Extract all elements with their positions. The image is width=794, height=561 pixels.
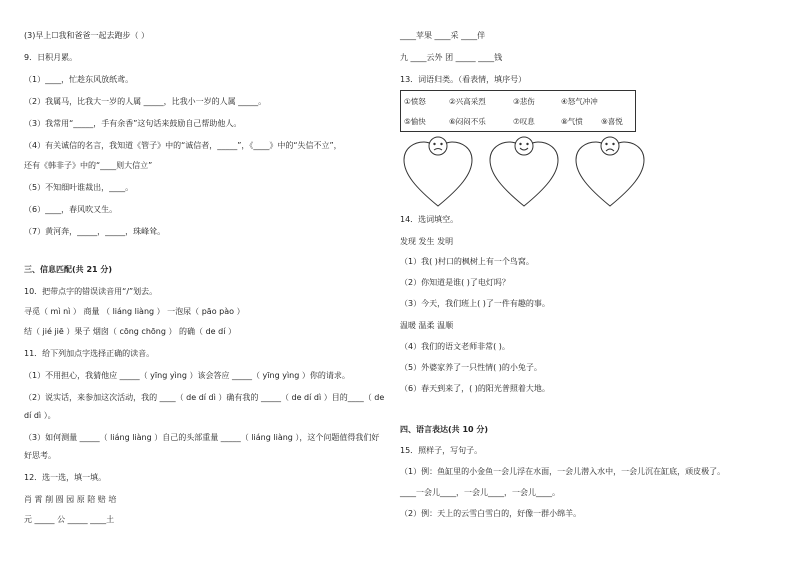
option-9: ⑨喜悦 <box>601 117 623 126</box>
q9-item-6: （6）____，春风吹又生。 <box>24 205 118 214</box>
q10-row-2: 结（ jié jiē ）果子 烟囱（ cōng chōng ） 的确（ de dí ） <box>24 327 236 336</box>
q15-heading: 15．照样子，写句子。 <box>400 446 483 455</box>
q11-item-3: （3）如何测量 _____（ liáng liàng ）自己的头部重量 _____（ liáng liàng ），这个问题值得我们好 <box>24 433 380 442</box>
q11-heading: 11．给下列加点字选择正确的读音。 <box>24 349 155 358</box>
q9-item-4-cont: 还有《韩非子》中的“____则大信立” <box>24 161 153 170</box>
option-7: ⑦叹息 <box>513 117 535 126</box>
q9-item-1: （1）____，忙趁东风放纸鸢。 <box>24 75 134 84</box>
q9-item-5: （5）不知细叶谁裁出，____。 <box>24 183 134 192</box>
q12-blanks-3: 九 ____云外 团 _____ ____钱 <box>400 53 503 62</box>
q14-item-4: （4）我们的语文老师非常( )。 <box>400 342 510 351</box>
heart-1 <box>404 137 472 206</box>
q11-item-2: （2）说实话，来参加这次活动，我的 ____（ de dí dì ）确有我的 _____（ de dí dì ）目的____（ de <box>24 393 385 402</box>
q13-options-box <box>400 90 636 132</box>
q14-word-group-1: 发现 发生 发明 <box>400 237 454 246</box>
option-3: ③悲伤 <box>513 97 535 106</box>
q14-item-6: （6）春天到来了，( )的阳光普照着大地。 <box>400 384 550 393</box>
q14-heading: 14．选词填空。 <box>400 215 459 224</box>
option-6: ⑥闷闷不乐 <box>449 117 486 126</box>
q14-item-3: （3）今天，我们班上( )了一件有趣的事。 <box>400 299 550 308</box>
q12-blanks-2: ____苹果 ____采 ____伴 <box>400 31 486 40</box>
q11-item-1: （1）不用担心，我猜他应 _____（ yīng yìng ）该会答应 _____（ yīng yìng ）你的请求。 <box>24 371 350 380</box>
option-2: ②兴高采烈 <box>449 97 486 106</box>
q8-item-3: (3)早上☐我和爸爸一起去跑步（ ） <box>24 31 150 40</box>
sad-face-icon <box>601 137 619 155</box>
option-4: ④怒气冲冲 <box>561 97 598 106</box>
q14-item-5: （5）外婆家养了一只性情( )的小兔子。 <box>400 363 542 372</box>
q9-heading: 9．日积月累。 <box>24 53 78 62</box>
option-8: ⑧气愤 <box>561 117 583 126</box>
q10-heading: 10．把带点字的错误读音用“/”划去。 <box>24 287 158 296</box>
q14-item-2: （2）你知道是谁( )了电灯吗？ <box>400 278 510 287</box>
q15-example-2: （2）例：天上的云雪白雪白的，好像一群小绵羊。 <box>400 509 582 518</box>
emotion-hearts <box>396 130 656 212</box>
section-3-title: 三、信息匹配(共 21 分) <box>24 265 113 274</box>
q14-word-group-2: 温暖 温柔 温顺 <box>400 321 454 330</box>
section-4-title: 四、语言表达(共 10 分) <box>400 425 489 434</box>
smile-face-icon <box>515 137 533 155</box>
q11-item-3-cont: 好思考。 <box>24 451 56 460</box>
heart-3 <box>576 137 644 206</box>
q12-heading: 12．选一选，填一填。 <box>24 473 107 482</box>
heart-2 <box>490 137 558 206</box>
q15-example-1: （1）例：鱼缸里的小金鱼一会儿浮在水面，一会儿潜入水中，一会儿沉在缸底，顽皮极了。 <box>400 467 726 476</box>
neutral-face-icon <box>429 137 447 155</box>
q14-item-1: （1）我( )村口的枫树上有一个鸟窝。 <box>400 257 534 266</box>
q9-item-3: （3）我常用“_____，手有余香”这句话来鼓励自己帮助他人。 <box>24 119 242 128</box>
option-5: ⑤愉快 <box>404 117 426 126</box>
q13-heading: 13．词语归类。（看表情，填序号） <box>400 75 527 84</box>
q9-item-7: （7）黄河奔，_____，_____，珠峰耸。 <box>24 227 166 236</box>
q11-item-2-cont: dí dì ）。 <box>24 411 56 420</box>
q9-item-4: （4）有关诚信的名言，我知道《管子》中的“诚信者，_____”，《____》中的“失信不立”， <box>24 141 342 150</box>
q12-blanks: 元 _____ 公 _____ ____土 <box>24 515 115 524</box>
option-1: ①愤怒 <box>404 97 426 106</box>
q15-answer-1: ____一会儿____，一会儿____，一会儿____。 <box>400 488 560 497</box>
q10-row-1: 寻觅（ mì nì ） 商量 （ liáng liàng ） 一泡尿（ pāo pào ） <box>24 307 245 316</box>
q12-characters: 肖 霄 削 圆 园 原 陪 赔 培 <box>24 495 117 504</box>
q9-item-2: （2）我属马，比我大一岁的人属 _____，比我小一岁的人属 _____。 <box>24 97 267 106</box>
